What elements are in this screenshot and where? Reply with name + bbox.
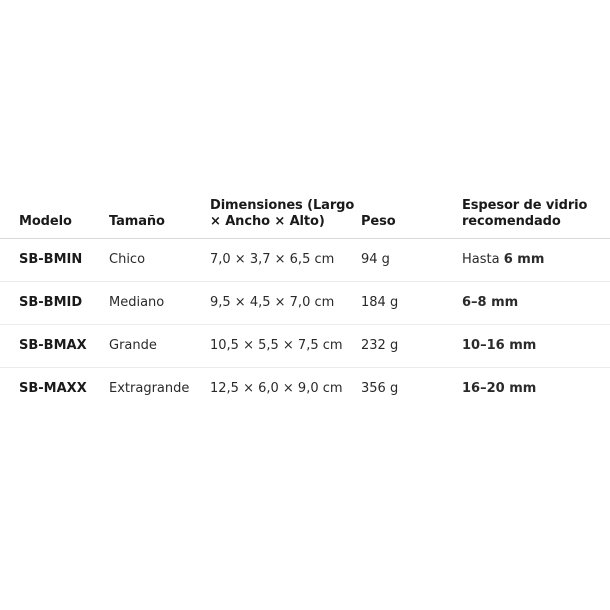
cell-model: SB-BMIN	[0, 239, 109, 282]
cell-model: SB-MAXX	[19, 381, 87, 396]
cell-dimensions: 9,5 × 4,5 × 7,0 cm	[210, 282, 361, 325]
header-weight: Peso	[361, 196, 462, 239]
header-thickness	[462, 196, 610, 239]
cell-model: SB-BMID	[0, 282, 109, 325]
cell-thickness	[462, 368, 610, 411]
cell-dimensions: 12,5 × 6,0 × 9,0 cm	[210, 381, 343, 396]
cell-thickness-value: 6 mm	[503, 252, 545, 267]
header-dimensions-line1: Dimensiones (Largo	[210, 198, 355, 213]
cell-thickness	[462, 325, 610, 368]
cell-thickness-value: 6–8 mm	[462, 295, 519, 310]
cell-thickness-prefix: Hasta	[462, 252, 504, 267]
header-row	[0, 196, 610, 239]
table-header	[0, 196, 610, 239]
table-row	[0, 239, 610, 282]
cell-model: SB-BMAX	[0, 325, 109, 368]
cell-thickness-value: 10–16 mm	[462, 338, 537, 353]
header-thickness-line1: Espesor de vidrio	[462, 198, 588, 213]
cell-thickness-value: 16–20 mm	[462, 381, 537, 396]
cell-size: Chico	[109, 239, 210, 282]
header-dimensions	[210, 196, 361, 239]
spec-table	[0, 196, 610, 410]
cell-thickness	[462, 282, 610, 325]
cell-dimensions: 7,0 × 3,7 × 6,5 cm	[210, 239, 361, 282]
cell-size: Grande	[109, 325, 210, 368]
header-thickness-line2: recomendado	[462, 214, 561, 229]
table-row	[0, 282, 610, 325]
table-body	[0, 239, 610, 411]
cell-dimensions: 10,5 × 5,5 × 7,5 cm	[210, 325, 361, 368]
cell-size: Mediano	[109, 282, 210, 325]
header-dimensions-line2: × Ancho × Alto)	[210, 214, 325, 229]
cell-weight: 232 g	[361, 325, 462, 368]
cell-weight: 184 g	[361, 282, 462, 325]
cell-weight: 356 g	[361, 381, 399, 396]
cell-thickness	[462, 239, 610, 282]
header-model: Modelo	[0, 196, 109, 239]
cell-weight: 94 g	[361, 239, 462, 282]
table-row	[0, 368, 610, 411]
table-row	[0, 325, 610, 368]
cell-size: Extragrande	[109, 381, 190, 396]
spec-table-container	[0, 196, 610, 410]
header-size: Tamaño	[109, 196, 210, 239]
